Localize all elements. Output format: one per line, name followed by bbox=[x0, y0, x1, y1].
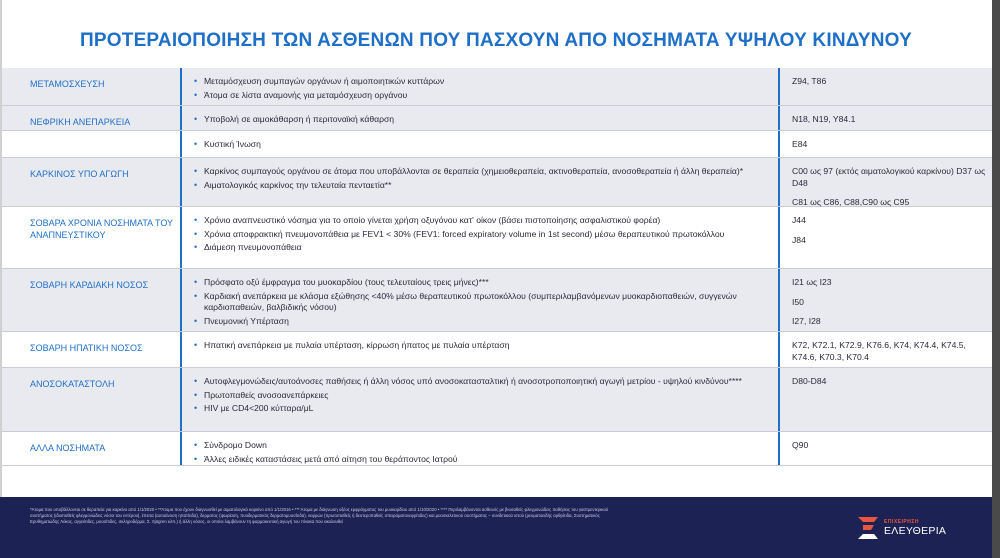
bullet-icon: • bbox=[194, 179, 198, 190]
risk-table bbox=[2, 68, 992, 466]
bullet-icon: • bbox=[194, 389, 198, 400]
condition-text: Αυτοφλεγμονώδεις/αυτοάνοσες παθήσεις ή άλλη νόσος υπό ανοσοκατασταλτική ή ανοσοτροποποιητική αγωγή μετρίου - υψηλού κινδύνου**** bbox=[204, 376, 742, 386]
row-conditions bbox=[182, 432, 778, 465]
table-row bbox=[2, 207, 992, 269]
icd-code: I21 ως I23 bbox=[792, 277, 832, 287]
condition-item bbox=[194, 166, 768, 178]
bullet-icon: • bbox=[194, 290, 198, 301]
row-category: ΝΕΦΡΙΚΗ ΑΝΕΠΑΡΚΕΙΑ bbox=[30, 117, 131, 127]
condition-item bbox=[194, 242, 768, 254]
bullet-icon: • bbox=[194, 76, 198, 86]
row-category: ΑΝΟΣΟΚΑΤΑΣΤΟΛΗ bbox=[30, 379, 115, 389]
row-icd-codes bbox=[780, 207, 992, 268]
right-edge-border bbox=[992, 0, 1000, 558]
condition-item bbox=[194, 403, 768, 415]
bullet-icon: • bbox=[194, 114, 198, 124]
condition-text: Καρδιακή ανεπάρκεια με κλάσμα εξώθησης <40% μέσω θεραπευτικού πρωτοκόλλου (συμπεριλαμβανόμενων μυοκαρδιοπαθειών, συγγενών καρδιοπαθειών, βαλβιδικής νόσου) bbox=[204, 290, 737, 312]
table-row bbox=[2, 106, 992, 131]
table-row bbox=[2, 68, 992, 106]
bullet-icon: • bbox=[194, 403, 198, 413]
icd-code: N18, N19, Y84.1 bbox=[792, 114, 856, 124]
condition-item bbox=[194, 277, 768, 289]
table-row bbox=[2, 368, 992, 432]
row-conditions bbox=[182, 68, 778, 105]
row-conditions bbox=[182, 158, 778, 206]
row-icd-codes bbox=[780, 131, 992, 157]
condition-text: Χρόνια αποφρακτική πνευμονοπάθεια με FEV1 < 30% (FEV1: forced expiratory volume in 1st second) μέσω θεραπευτικού πρωτοκόλλου bbox=[204, 228, 725, 239]
row-icd-codes bbox=[780, 432, 992, 465]
icd-code: I50 bbox=[792, 296, 804, 307]
footer-bar bbox=[0, 497, 992, 558]
condition-text: HIV με CD4<200 κύτταρα/μL bbox=[204, 403, 314, 413]
condition-item bbox=[194, 229, 768, 241]
condition-item bbox=[194, 180, 768, 192]
row-icd-codes bbox=[780, 368, 992, 431]
row-icd-codes bbox=[780, 332, 992, 367]
bullet-icon: • bbox=[194, 89, 198, 100]
icd-code: I27, I28 bbox=[792, 316, 821, 326]
row-conditions bbox=[182, 332, 778, 367]
condition-item bbox=[194, 90, 768, 102]
row-icd-codes bbox=[780, 106, 992, 130]
row-conditions bbox=[182, 131, 778, 157]
condition-text: Σύνδρομο Down bbox=[204, 440, 267, 450]
condition-text: Πρόσφατο οξύ έμφραγμα του μυοκαρδίου (τους τελευταίους τρεις μήνες)*** bbox=[204, 277, 489, 287]
logo-name: ΕΛΕΥΘΕΡΙΑ bbox=[884, 525, 947, 537]
bullet-icon: • bbox=[194, 139, 198, 149]
condition-text: Καρκίνος συμπαγούς οργάνου σε άτομα που υποβάλλονται σε θεραπεία (χημειοθεραπεία, ακτινοθεραπεία, ανοσοθεραπεία ή άλλη θεραπεία)* bbox=[204, 166, 744, 176]
condition-text: Άτομα σε λίστα αναμονής για μεταμόσχευση οργάνου bbox=[204, 89, 408, 100]
condition-item bbox=[194, 291, 768, 314]
bullet-icon: • bbox=[194, 215, 198, 225]
table-row bbox=[2, 332, 992, 368]
condition-text: Υποβολή σε αιμοκάθαρση ή περιτοναϊκή κάθαρση bbox=[204, 114, 395, 124]
condition-item bbox=[194, 76, 768, 88]
icd-code: Q90 bbox=[792, 440, 809, 450]
table-row bbox=[2, 269, 992, 332]
bullet-icon: • bbox=[194, 453, 198, 464]
eleftheria-logo bbox=[854, 511, 947, 547]
row-icd-codes bbox=[780, 68, 992, 105]
condition-text: Χρόνιο αναπνευστικό νόσημα για το οποίο γίνεται χρήση οξυγόνου κατ' οίκον (βάσει πιστοποίησης ασφαλιστικού φορέα) bbox=[204, 215, 661, 225]
condition-item bbox=[194, 440, 768, 452]
logo-subtitle: ΕΠΙΧΕΙΡΗΣΗ bbox=[884, 519, 919, 525]
icd-code: K72, K72.1, K72.9, K76.6, K74, K74.4, K74.5, K74.6, K70.3, K70.4 bbox=[792, 340, 966, 362]
row-category: ΣΟΒΑΡΗ ΚΑΡΔΙΑΚΗ ΝΟΣΟΣ bbox=[30, 280, 149, 290]
icd-code: C00 ως 97 (εκτός αιματολογικού καρκίνου) D37 ως D48 bbox=[792, 166, 986, 188]
row-icd-codes bbox=[780, 158, 992, 206]
condition-text: Διάμεση πνευμονοπάθεια bbox=[204, 242, 302, 252]
row-conditions bbox=[182, 106, 778, 130]
bullet-icon: • bbox=[194, 376, 198, 386]
bullet-icon: • bbox=[194, 315, 198, 326]
bullet-icon: • bbox=[194, 166, 198, 176]
footnote-text: *Άτομα που υποβάλλονται σε θεραπεία για καρκίνο από 1/1/2020 • **Άτομα που έχουν διαγνωσθεί με αιματολογικό καρκίνο από 1/1/2016 • *** Άτομα με διάγνωση οξέος εμφράγματος του μυοκαρδίου από 1/10/2020 • **** Περιλαμβάνονται ασθενείς με βιοσαθείς φλεγμονώδεις παθήσεις του γαστρεντερικού συστήματος (ιδιοπαθείς φλεγμονώδεις νόσοι του εντέρου), έπειτα (αυτοάνοση ηπατίτιδα), δερματος (ψωρίαση, πυοδερματικός δερματομυοσίτιδα), νεφρών (πρωτοπαθείς ή δευτεροπαθείς σπειραματονεφρίτιδες) και μυοσκελετικού συστήματος – συνδετικού ιστού (ρευματοειδής αρθρίτιδα, Συστηματικός Ερυθηματώδης Λύκος, αγγειίτιδες, μυοσίτιδες, σκληροδέρμα, Σ. Sjögren κλπ.) ή άλλη νόσος, οι οποίοι λαμβάνουν τη φαρμακευτική αγωγή του πίνακα που ακολουθεί bbox=[30, 507, 609, 525]
condition-text: Αιματολογικός καρκίνος την τελευταία πενταετία** bbox=[204, 179, 392, 190]
condition-text: Ηπατική ανεπάρκεια με πυλαία υπέρταση, κίρρωση ήπατος με πυλαία υπέρταση bbox=[204, 340, 510, 350]
condition-item bbox=[194, 390, 768, 402]
condition-item bbox=[194, 114, 768, 126]
row-icd-codes bbox=[780, 269, 992, 331]
table-row bbox=[2, 131, 992, 158]
row-conditions bbox=[182, 207, 778, 268]
icd-code: J44 bbox=[792, 215, 806, 225]
icd-code: E84 bbox=[792, 139, 808, 149]
bullet-icon: • bbox=[194, 242, 198, 252]
condition-text: Πνευμονική Υπέρταση bbox=[204, 315, 289, 326]
bullet-icon: • bbox=[194, 340, 198, 350]
icd-code: J84 bbox=[792, 234, 806, 245]
condition-text: Κυστική Ίνωση bbox=[204, 139, 261, 149]
icd-code: Z94, T86 bbox=[792, 76, 827, 86]
row-category: ΣΟΒΑΡΑ ΧΡΟΝΙΑ ΝΟΣΗΜΑΤΑ ΤΟΥ ΑΝΑΠΝΕΥΣΤΙΚΟΥ bbox=[30, 218, 173, 240]
bullet-icon: • bbox=[194, 277, 198, 287]
table-row bbox=[2, 432, 992, 466]
condition-item bbox=[194, 340, 768, 352]
row-conditions bbox=[182, 368, 778, 431]
condition-item bbox=[194, 215, 768, 227]
bullet-icon: • bbox=[194, 440, 198, 450]
condition-item bbox=[194, 316, 768, 328]
row-conditions bbox=[182, 269, 778, 331]
icd-code: D80-D84 bbox=[792, 376, 827, 386]
condition-text: Άλλες ειδικές καταστάσεις μετά από αίτηση του θεράποντος Ιατρού bbox=[204, 453, 458, 464]
condition-text: Μεταμόσχευση συμπαγών οργάνων ή αιμοποιητικών κυττάρων bbox=[204, 76, 445, 86]
row-category: ΚΑΡΚΙΝΟΣ ΥΠΟ ΑΓΩΓΗ bbox=[30, 169, 129, 179]
condition-item bbox=[194, 139, 768, 151]
row-category: ΜΕΤΑΜΟΣΧΕΥΣΗ bbox=[30, 79, 105, 89]
row-category bbox=[2, 131, 180, 157]
row-category: ΑΛΛΑ ΝΟΣΗΜΑΤΑ bbox=[30, 443, 106, 453]
condition-item bbox=[194, 454, 768, 466]
condition-text: Πρωτοπαθείς ανοσοανεπάρκειες bbox=[204, 389, 329, 400]
row-category: ΣΟΒΑΡΗ ΗΠΑΤΙΚΗ ΝΟΣΟΣ bbox=[30, 343, 143, 353]
table-row bbox=[2, 158, 992, 207]
logo-mark-icon bbox=[854, 513, 884, 543]
bullet-icon: • bbox=[194, 228, 198, 239]
icd-code: C81 ως C86, C88,C90 ως C95 bbox=[792, 197, 910, 207]
page-title: ΠΡΟΤΕΡΑΙΟΠΟΙΗΣΗ ΤΩΝ ΑΣΘΕΝΩΝ ΠΟΥ ΠΑΣΧΟΥΝ ΑΠΟ ΝΟΣΗΜΑΤΑ ΥΨΗΛΟΥ ΚΙΝΔΥΝΟΥ bbox=[79, 30, 913, 51]
condition-item bbox=[194, 376, 768, 388]
